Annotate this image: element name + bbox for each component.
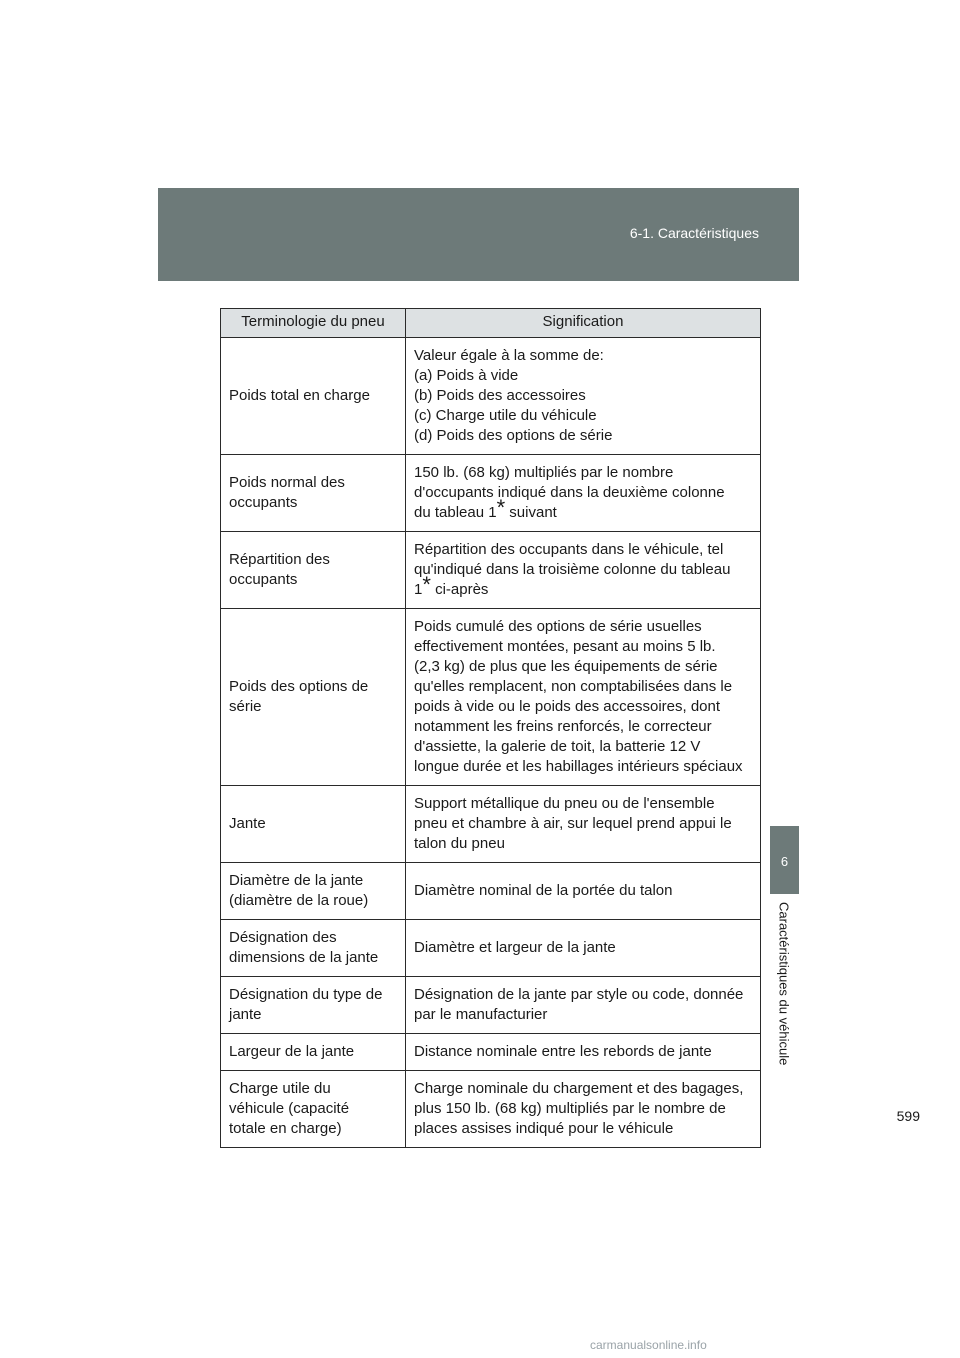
term-line: Charge utile du (229, 1080, 331, 1097)
table-row (221, 455, 761, 532)
chapter-tab[interactable] (770, 826, 799, 894)
table-body (221, 338, 761, 1148)
meaning-line: (d) Poids des options de série (414, 427, 613, 444)
footnote-star: * (496, 495, 506, 520)
footnote-star: * (422, 572, 431, 597)
term-line: véhicule (capacité (229, 1100, 350, 1117)
meaning-cell (406, 977, 761, 1034)
meaning-text: du tableau 1 (414, 504, 497, 521)
meaning-line: Diamètre nominal de la portée du talon (414, 882, 673, 899)
term-line: occupants (229, 571, 298, 588)
term-cell (221, 977, 406, 1034)
term-line: série (229, 698, 262, 715)
term-line: Désignation des (229, 929, 337, 946)
meaning-line: (c) Charge utile du véhicule (414, 407, 597, 424)
meaning-line: 150 lb. (68 kg) multipliés par le nombre (414, 464, 674, 481)
term-cell (221, 920, 406, 977)
term-line: Désignation du type de (229, 986, 383, 1003)
meaning-line: pneu et chambre à air, sur lequel prend appui le (414, 815, 732, 832)
meaning-line: Charge nominale du chargement et des bagages, (414, 1080, 744, 1097)
meaning-text: ci-après (430, 581, 489, 598)
meaning-line: Diamètre et largeur de la jante (414, 939, 616, 956)
term-cell (221, 455, 406, 532)
page-number: 599 (896, 1108, 920, 1124)
section-title: 6-1. Caractéristiques (629, 225, 759, 241)
meaning-cell (406, 338, 761, 455)
meaning-cell (406, 532, 761, 609)
term-cell (221, 1034, 406, 1071)
term-cell (221, 786, 406, 863)
meaning-line: notamment les freins renforcés, le correcteur (414, 718, 712, 735)
term-cell (221, 1071, 406, 1148)
table-row (221, 786, 761, 863)
meaning-line: Poids cumulé des options de série usuelles (414, 618, 702, 635)
term-cell (221, 863, 406, 920)
meaning-line: Support métallique du pneu ou de l'ensemble (414, 795, 715, 812)
term-cell (221, 532, 406, 609)
column-header-term: Terminologie du pneu (221, 309, 406, 338)
tire-terminology-table (220, 308, 761, 1148)
table-row (221, 863, 761, 920)
term-line: Largeur de la jante (229, 1043, 355, 1060)
table-row (221, 532, 761, 609)
term-line: Poids total en charge (229, 387, 370, 404)
meaning-text: 1 (414, 581, 423, 598)
term-line: occupants (229, 494, 298, 511)
term-line: jante (229, 1006, 262, 1023)
meaning-line: Répartition des occupants dans le véhicule, tel (414, 541, 724, 558)
term-line: (diamètre de la roue) (229, 892, 369, 909)
table-row (221, 338, 761, 455)
table-header-row (221, 309, 761, 338)
meaning-line: poids à vide ou le poids des accessoires, dont (414, 698, 721, 715)
meaning-cell (406, 920, 761, 977)
chapter-number: 6 (780, 854, 789, 869)
table-row (221, 609, 761, 786)
meaning-line: d'occupants indiqué dans la deuxième colonne (414, 484, 725, 501)
meaning-line: Distance nominale entre les rebords de jante (414, 1043, 712, 1060)
term-cell (221, 338, 406, 455)
chapter-label (772, 902, 796, 1092)
meaning-line: (a) Poids à vide (414, 367, 519, 384)
term-line: Répartition des (229, 551, 330, 568)
meaning-cell (406, 1071, 761, 1148)
meaning-line: (2,3 kg) de plus que les équipements de série (414, 658, 718, 675)
term-cell (221, 609, 406, 786)
meaning-cell (406, 609, 761, 786)
meaning-line: qu'indiqué dans la troisième colonne du tableau (414, 561, 731, 578)
term-line: Diamètre de la jante (229, 872, 364, 889)
meaning-cell (406, 455, 761, 532)
term-line: dimensions de la jante (229, 949, 379, 966)
meaning-line: plus 150 lb. (68 kg) multipliés par le nombre de (414, 1100, 726, 1117)
table-row (221, 977, 761, 1034)
term-line: Jante (229, 815, 266, 832)
watermark-text: carmanualsonline.info (590, 1338, 707, 1352)
term-line: totale en charge) (229, 1120, 342, 1137)
meaning-line-footnoted (414, 572, 754, 600)
meaning-cell (406, 1034, 761, 1071)
meaning-line: talon du pneu (414, 835, 505, 852)
term-line: Poids des options de (229, 678, 369, 695)
meaning-line: places assises indiqué pour le véhicule (414, 1120, 674, 1137)
meaning-cell (406, 786, 761, 863)
meaning-cell (406, 863, 761, 920)
meaning-line: Valeur égale à la somme de: (414, 347, 604, 364)
meaning-text: suivant (505, 504, 557, 521)
chapter-title: Caractéristiques du véhicule (776, 902, 792, 1066)
term-line: Poids normal des (229, 474, 345, 491)
meaning-line: effectivement montées, pesant au moins 5 lb. (414, 638, 716, 655)
table-row (221, 1071, 761, 1148)
meaning-line: qu'elles remplacent, non comptabilisées dans le (414, 678, 733, 695)
column-header-meaning: Signification (406, 309, 761, 338)
header-band (158, 188, 799, 281)
meaning-line: par le manufacturier (414, 1006, 548, 1023)
meaning-line: d'assiette, la galerie de toit, la batterie 12 V (414, 738, 701, 755)
meaning-line: (b) Poids des accessoires (414, 387, 586, 404)
meaning-line: Désignation de la jante par style ou code, donnée (414, 986, 744, 1003)
table-row (221, 1034, 761, 1071)
meaning-line: longue durée et les habillages intérieurs spéciaux (414, 758, 743, 775)
table-row (221, 920, 761, 977)
meaning-line-footnoted (414, 495, 754, 523)
